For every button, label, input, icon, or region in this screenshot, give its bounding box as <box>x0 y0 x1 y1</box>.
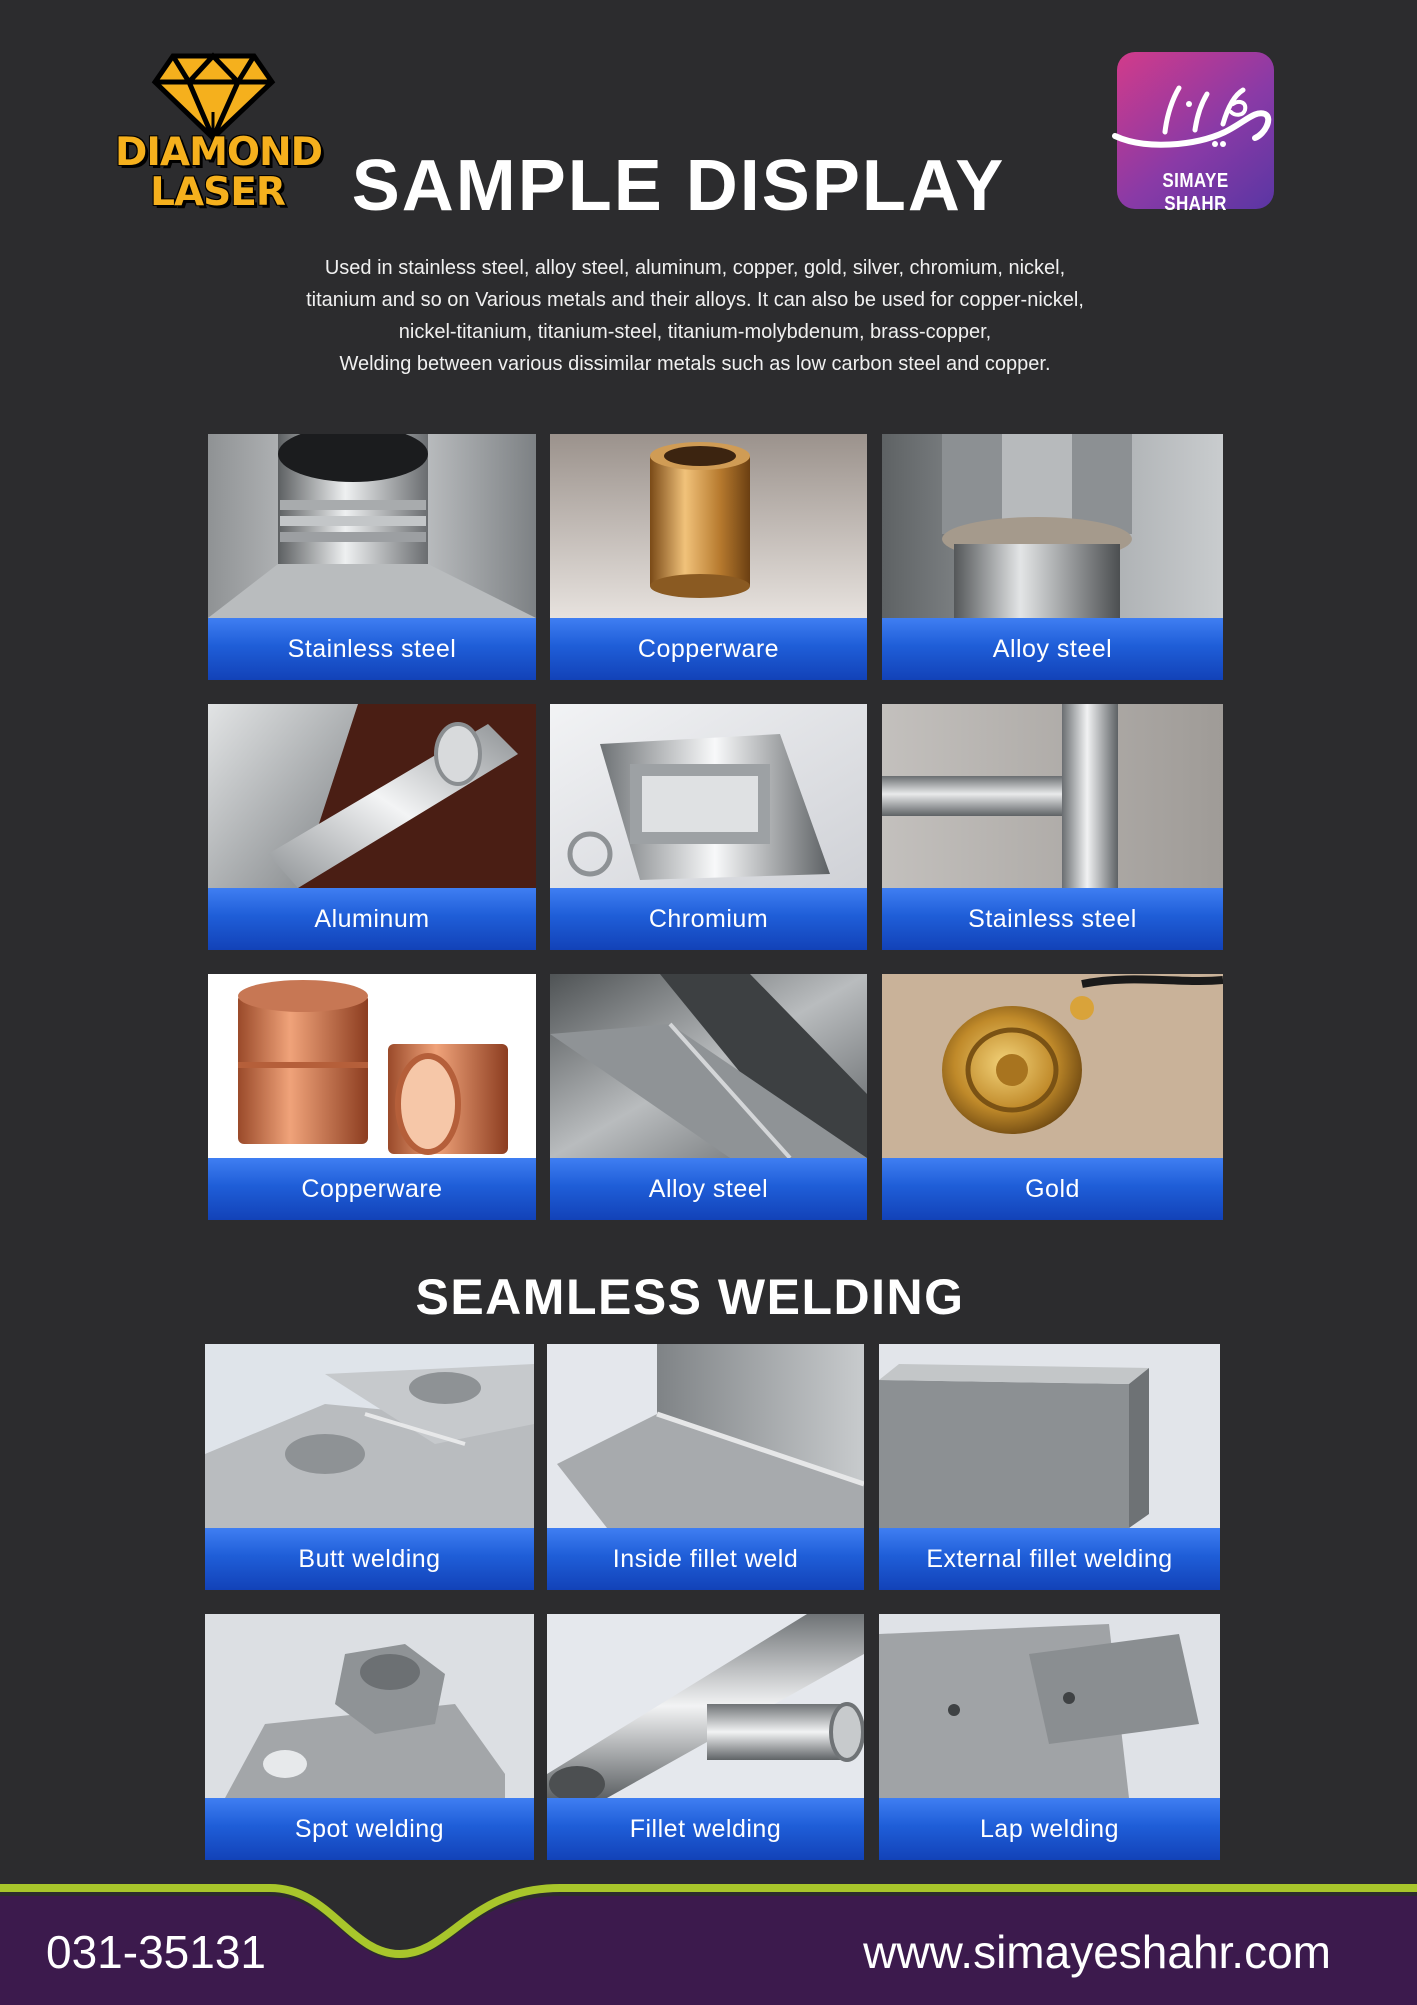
chrome-clip-photo <box>550 704 867 888</box>
tile-label: Fillet welding <box>547 1798 864 1860</box>
tile-label: Alloy steel <box>550 1158 867 1220</box>
external-fillet-photo <box>879 1344 1220 1528</box>
tile-label: Inside fillet weld <box>547 1528 864 1590</box>
butt-weld-photo <box>205 1344 534 1528</box>
logo-word-laser: LASER <box>150 170 285 215</box>
sample-tile <box>208 434 536 680</box>
tile-label: Stainless steel <box>208 618 536 680</box>
intro-paragraph <box>230 252 1160 380</box>
gold-pendant-photo <box>882 974 1223 1158</box>
intro-line: titanium and so on Various metals and their alloys. It can also be used for copper-nickel, <box>306 289 1084 311</box>
tile-label: Spot welding <box>205 1798 534 1860</box>
welding-tile <box>205 1614 534 1860</box>
intro-line: Welding between various dissimilar metals such as low carbon steel and copper. <box>339 353 1051 375</box>
sample-tile <box>208 704 536 950</box>
sample-tile <box>882 974 1223 1220</box>
page-title: SAMPLE DISPLAY <box>351 146 1006 226</box>
tile-label: Copperware <box>550 618 867 680</box>
diamond-icon <box>151 52 276 142</box>
tile-label: Butt welding <box>205 1528 534 1590</box>
section-title: SEAMLESS WELDING <box>415 1269 965 1325</box>
copper-couplings-photo <box>208 974 536 1158</box>
tile-label: Gold <box>882 1158 1223 1220</box>
steel-plates-photo <box>550 974 867 1158</box>
lap-weld-photo <box>879 1614 1220 1798</box>
sample-tile <box>882 434 1223 680</box>
sample-tile <box>550 974 867 1220</box>
spot-weld-photo <box>205 1614 534 1798</box>
fillet-tube-photo <box>547 1614 864 1798</box>
tile-label: Copperware <box>208 1158 536 1220</box>
welding-tile <box>879 1344 1220 1590</box>
tile-label: Alloy steel <box>882 618 1223 680</box>
sample-tile <box>550 704 867 950</box>
tile-label: Stainless steel <box>882 888 1223 950</box>
tile-label: Lap welding <box>879 1798 1220 1860</box>
tile-label: Aluminum <box>208 888 536 950</box>
intro-line: nickel-titanium, titanium-steel, titanium-molybdenum, brass-copper, <box>398 321 992 343</box>
inside-fillet-photo <box>547 1344 864 1528</box>
phone-number: 031-35131 <box>46 1926 266 1978</box>
hex-nut-pipe-photo <box>882 434 1223 618</box>
tile-label: Chromium <box>550 888 867 950</box>
website-link[interactable]: www.simayeshahr.com <box>863 1926 1331 1978</box>
aluminum-tube-photo <box>208 704 536 888</box>
welding-tile <box>205 1344 534 1590</box>
steel-rod-joint-photo <box>882 704 1223 888</box>
brass-bushing-photo <box>550 434 867 618</box>
welding-tile <box>547 1344 864 1590</box>
logo-word-diamond: DIAMOND <box>115 130 323 175</box>
pipe-weld-photo <box>208 434 536 618</box>
welding-tile <box>547 1614 864 1860</box>
intro-line: Used in stainless steel, alloy steel, aluminum, copper, gold, silver, chromium, nickel, <box>324 257 1066 279</box>
sample-tile <box>208 974 536 1220</box>
logo-name: SIMAYE SHAHR <box>1162 170 1229 215</box>
tile-label: External fillet welding <box>879 1528 1220 1590</box>
welding-tile <box>879 1614 1220 1860</box>
sample-tile <box>882 704 1223 950</box>
sample-tile <box>550 434 867 680</box>
